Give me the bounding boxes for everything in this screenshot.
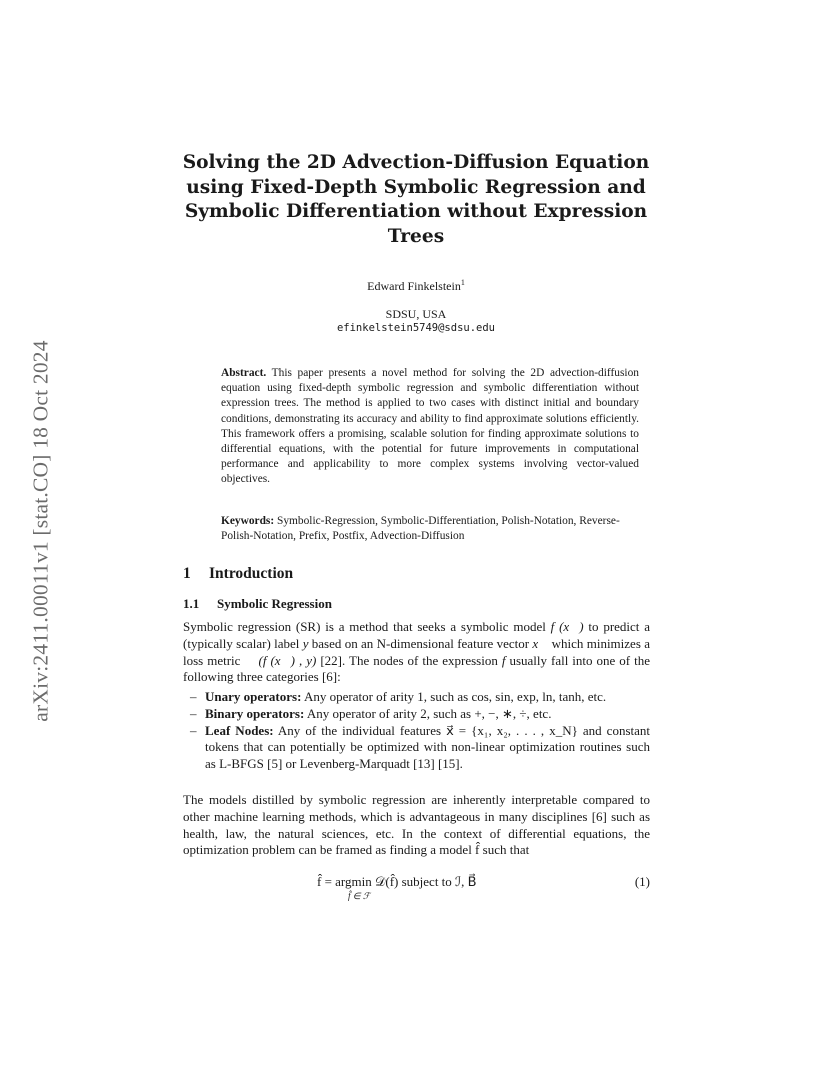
list-item-label: Binary operators: (205, 705, 305, 721)
para1-text-3: based on an N-dimensional feature vector (308, 635, 533, 651)
section-title: Introduction (209, 565, 294, 582)
para1-text-4: which minimizes a loss metric (183, 635, 650, 668)
equation-formula: f̂ = argmin 𝒟(f̂) subject to ℐ, B⃗ (317, 874, 477, 889)
abstract-label: Abstract. (221, 367, 267, 379)
subsection-heading (183, 596, 332, 612)
keywords-label: Keywords: (221, 515, 275, 527)
paragraph-models: The models distilled by symbolic regression are inherently interpretable compared to other machine learning methods, which is advantageous in many disciplines [6] such as health, law, the natural sciences, etc. In the context of differential equations, the optimization problem can be framed as finding a model f̂ such that (183, 792, 650, 858)
math-x-vector: x⃗ (532, 635, 549, 651)
list-item-label: Unary operators: (205, 689, 302, 704)
list-item: – Binary operators: Any operator of arity 2, such as +, −, ∗, ÷, etc. (190, 705, 552, 721)
math-loss: ℒ (f (x⃗) , y) (244, 652, 317, 668)
list-item: – Leaf Nodes: Any of the individual features x⃗ = {x₁, x₂, . . . , x_N} and constant tokens that can potentially be optimized with non-linear optimization routines such as L-BFGS [5] or Levenberg-Marquadt [13] [15]. (190, 722, 650, 772)
para1-text-2: to predict a (typically scalar) label (183, 619, 650, 651)
section-heading (183, 565, 293, 583)
node-category-list (183, 689, 650, 773)
list-item-label: Leaf Nodes: (205, 722, 274, 738)
keywords-text: Symbolic-Regression, Symbolic-Differentiation, Polish-Notation, Reverse-Polish-Notation, Prefix, Postfix, Advection-Diffusion (221, 515, 620, 543)
arxiv-id: arXiv:2411.00011v1 [stat.CO] 18 Oct 2024 (28, 340, 53, 722)
math-f: f (501, 652, 506, 668)
arxiv-sidebar-stamp (21, 286, 61, 776)
paper-title: Solving the 2D Advection-Diffusion Equation using Fixed-Depth Symbolic Regression and Symbolic Differentiation without Expression Trees (182, 152, 650, 247)
list-item-text: Any operator of arity 1, such as cos, sin, exp, ln, tanh, etc. (303, 689, 607, 704)
equation-1 (183, 874, 650, 908)
keywords (221, 514, 639, 544)
math-f-of-x: f (x⃗) (550, 619, 584, 634)
para1-text-6: usually fall into one of the following three categories [6]: (183, 652, 650, 685)
subsection-number: 1.1 (183, 596, 200, 611)
author-email: efinkelstein5749@sdsu.edu (336, 322, 496, 334)
paragraph-intro (183, 619, 650, 686)
abstract (221, 366, 639, 488)
math-y: y (302, 635, 309, 651)
subsection-title: Symbolic Regression (217, 596, 332, 611)
para1-text-5: [22]. The nodes of the expression (316, 652, 502, 668)
abstract-text: This paper presents a novel method for solving the 2D advection-diffusion equation using fixed-depth symbolic regression and symbolic differentiation without expression trees. The method is applied to two cases with distinct initial and boundary conditions, demonstrating its accuracy and ability to find approximate solutions efficiently. This framework offers a promising, scalable solution for finding approximate solutions to differential equations, with the potential for future improvements in computational performance and applicability to more complex systems involving vector-valued objectives. (221, 367, 639, 486)
list-item-text: Any operator of arity 2, such as +, −, ∗, ÷, etc. (306, 705, 552, 721)
equation-subscript: f̂ ∈ ℱ (348, 891, 370, 901)
affiliation: SDSU, USA (385, 307, 447, 321)
para1-text-1: Symbolic regression (SR) is a method that seeks a symbolic model (183, 619, 551, 634)
author-line (180, 278, 652, 294)
list-item-text: Any of the individual features x⃗ = {x₁, x₂, . . . , x_N} and constant tokens that can potentially be optimized with non-linear optimization routines such as L-BFGS [5] or Levenberg-Marquadt [13] [15]. (205, 722, 650, 772)
list-item: – Unary operators: Any operator of arity 1, such as cos, sin, exp, ln, tanh, etc. (190, 689, 607, 704)
equation-number: (1) (634, 874, 650, 889)
author-name: Edward Finkelstein (367, 279, 461, 293)
section-number: 1 (183, 565, 191, 582)
author-affiliation-mark: 1 (460, 278, 465, 287)
